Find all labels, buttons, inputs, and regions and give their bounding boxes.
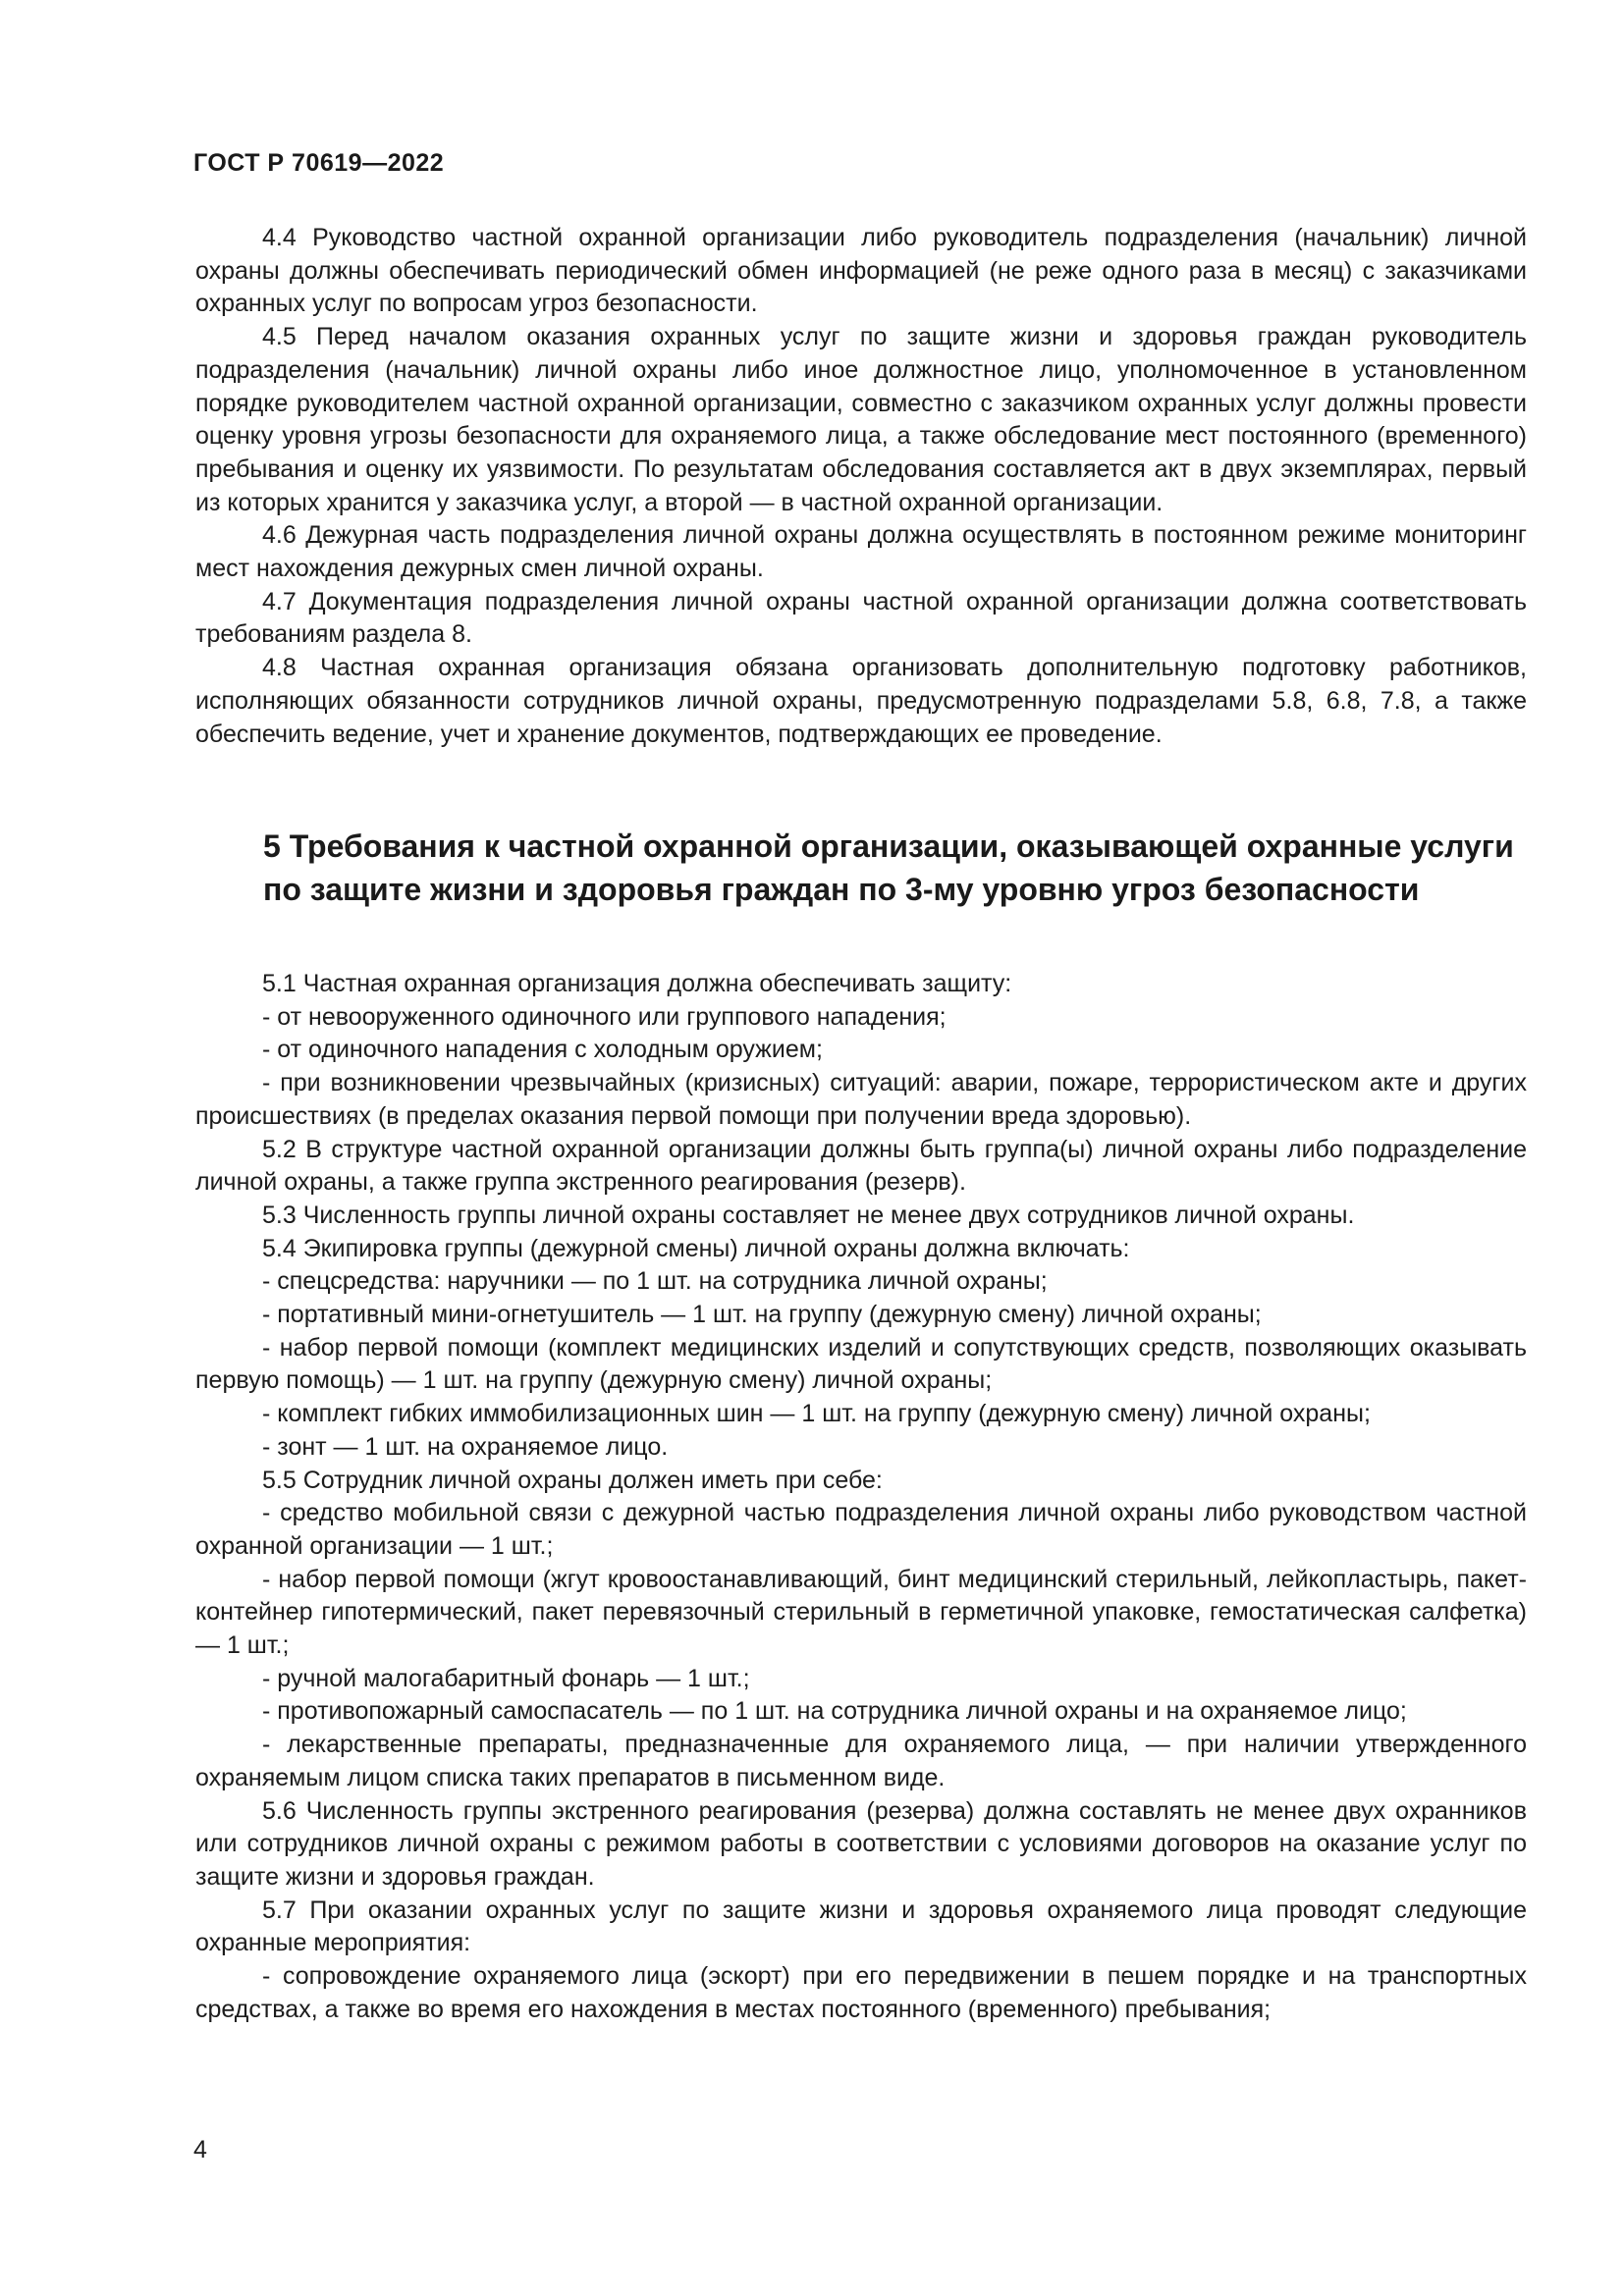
paragraph-4-5: 4.5 Перед началом оказания охранных услуг по защите жизни и здоровья граждан руководитель подразделения (начальник) личной охраны либо иное должностное лицо, уполномоченное в установленном порядке руководителем частной охранной организации, совместно с заказчиком охранных услуг должны провести оценку уровня угрозы безопасности для охраняемого лица, а также обследование мест постоянного (временного) пребывания и оценку их уязвимости. По результатам обследования составляется акт в двух экземплярах, первый из которых хранится у заказчика услуг, а второй — в частной охранной организации. xyxy=(195,323,1527,516)
paragraph-4-8: 4.8 Частная охранная организация обязана организовать дополнительную подготовку работников, исполняющих обязанности сотрудников личной охраны, предусмотренную подразделами 5.8, 6.8, 7.8, а также обеспечить ведение, учет и хранение документов, подтверждающих ее проведение. xyxy=(195,654,1527,748)
list-item: - спецсредства: наручники — по 1 шт. на сотрудника личной охраны; xyxy=(262,1267,1048,1296)
section-5-text xyxy=(195,968,1527,2027)
list-item: - при возникновении чрезвычайных (кризисных) ситуаций: аварии, пожаре, террористическом акте и других происшествиях (в пределах оказания первой помощи при получении вреда здоровью). xyxy=(195,1069,1527,1130)
list-item: - комплект гибких иммобилизационных шин — 1 шт. на группу (дежурную смену) личной охраны; xyxy=(262,1400,1371,1428)
list-item: - от невооруженного одиночного или группового нападения; xyxy=(262,1002,947,1031)
list-item: - набор первой помощи (жгут кровоостанавливающий, бинт медицинский стерильный, лейкопластырь, пакет-контейнер гипотермический, пакет перевязочный стерильный в герметичной упаковке, гемостатическая салфетка) — 1 шт.; xyxy=(195,1565,1527,1660)
list-item: - противопожарный самоспасатель — по 1 шт. на сотрудника личной охраны и на охраняемое лицо; xyxy=(262,1697,1407,1726)
list-item: - набор первой помощи (комплект медицинских изделий и сопутствующих средств, позволяющих оказывать первую помощь) — 1 шт. на группу (дежурную смену) личной охраны; xyxy=(195,1333,1527,1395)
list-item: - лекарственные препараты, предназначенные для охраняемого лица, — при наличии утвержденного охраняемым лицом списка таких препаратов в письменном виде. xyxy=(195,1731,1527,1791)
paragraph-5-6: 5.6 Численность группы экстренного реагирования (резерва) должна составлять не менее двух охранников или сотрудников личной охраны с режимом работы в соответствии с условиями договоров на оказание услуг по защите жизни и здоровья граждан. xyxy=(195,1796,1527,1891)
list-item: - зонт — 1 шт. на охраняемое лицо. xyxy=(262,1432,669,1461)
paragraph-5-5: 5.5 Сотрудник личной охраны должен иметь при себе: xyxy=(262,1466,883,1494)
paragraph-5-7: 5.7 При оказании охранных услуг по защите жизни и здоровья охраняемого лица проводят следующие охранные мероприятия: xyxy=(195,1896,1527,1957)
paragraph-5-1: 5.1 Частная охранная организация должна обеспечивать защиту: xyxy=(262,970,1012,997)
list-item: - от одиночного нападения с холодным оружием; xyxy=(262,1036,823,1064)
document-header: ГОСТ Р 70619—2022 xyxy=(193,149,445,177)
paragraph-5-3: 5.3 Численность группы личной охраны составляет не менее двух сотрудников личной охраны. xyxy=(262,1201,1355,1229)
section-4-text xyxy=(195,222,1527,751)
paragraph-4-4: 4.4 Руководство частной охранной организации либо руководитель подразделения (начальник) личной охраны должны обеспечивать периодический обмен информацией (не реже одного раза в месяц) с заказчиками охранных услуг по вопросам угроз безопасности. xyxy=(195,224,1527,318)
paragraph-5-2: 5.2 В структуре частной охранной организации должны быть группа(ы) личной охраны либо подразделение личной охраны, а также группа экстренного реагирования (резерв). xyxy=(195,1135,1527,1197)
list-item: - средство мобильной связи с дежурной частью подразделения личной охраны либо руководством частной охранной организации — 1 шт.; xyxy=(195,1499,1527,1560)
page-number: 4 xyxy=(193,2136,207,2163)
list-item: - ручной малогабаритный фонарь — 1 шт.; xyxy=(262,1664,750,1692)
paragraph-4-6: 4.6 Дежурная часть подразделения личной охраны должна осуществлять в постоянном режиме мониторинг мест нахождения дежурных смен личной охраны. xyxy=(195,521,1527,583)
section-5-title: 5 Требования к частной охранной организации, оказывающей охранные услуги по защите жизни и здоровья граждан по 3-му уровню угроз безопасности xyxy=(263,828,1514,907)
paragraph-4-7: 4.7 Документация подразделения личной охраны частной охранной организации должна соответствовать требованиям раздела 8. xyxy=(195,587,1527,649)
paragraph-5-4: 5.4 Экипировка группы (дежурной смены) личной охраны должна включать: xyxy=(262,1234,1130,1262)
list-item: - сопровождение охраняемого лица (эскорт) при его передвижении в пешем порядке и на транспортных средствах, а также во время его нахождения в местах постоянного (временного) пребывания; xyxy=(195,1962,1527,2023)
list-item: - портативный мини-огнетушитель — 1 шт. на группу (дежурную смену) личной охраны; xyxy=(262,1301,1262,1329)
